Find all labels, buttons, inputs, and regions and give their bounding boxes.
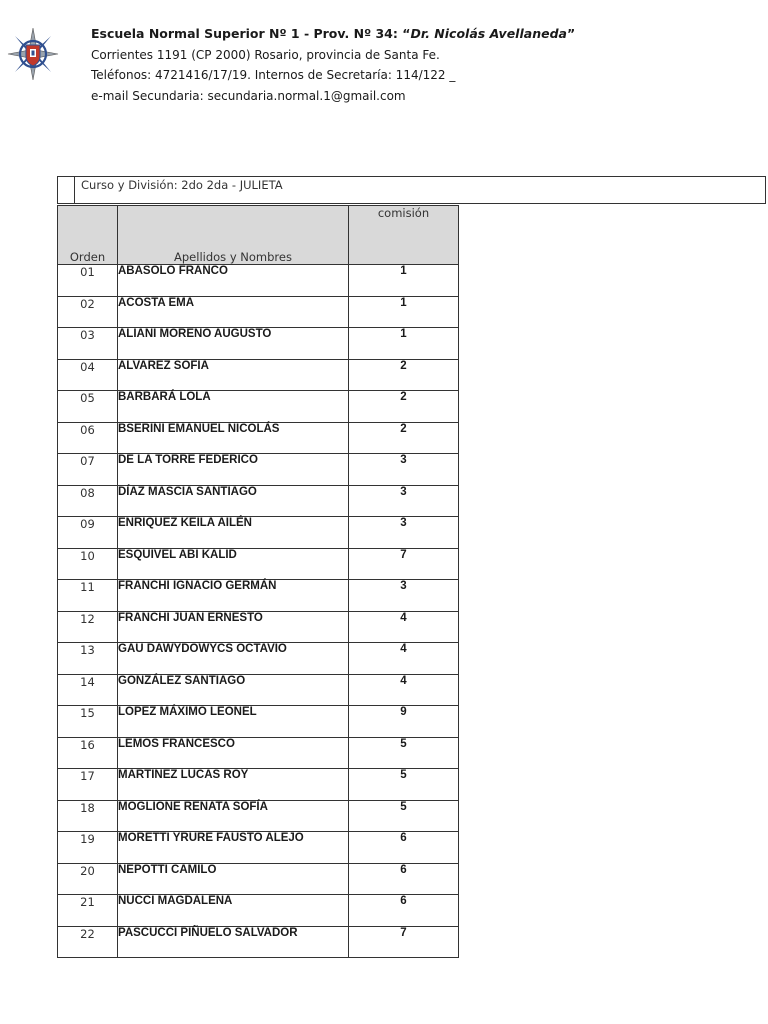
row-orden: 19: [58, 832, 118, 864]
row-orden: 10: [58, 548, 118, 580]
row-comision: 4: [349, 674, 459, 706]
row-orden: 06: [58, 422, 118, 454]
table-row: [58, 454, 459, 486]
row-orden: 09: [58, 517, 118, 549]
row-orden: 04: [58, 359, 118, 391]
row-nombre: MORETTI YRURE FAUSTO ALEJO: [118, 832, 349, 864]
row-comision: 4: [349, 643, 459, 675]
row-nombre: ABASOLO FRANCO: [118, 265, 349, 297]
row-nombre: ALVAREZ SOFIA: [118, 359, 349, 391]
school-header: [91, 24, 575, 106]
row-orden: 13: [58, 643, 118, 675]
row-comision: 7: [349, 926, 459, 958]
row-orden: 02: [58, 296, 118, 328]
row-orden: 22: [58, 926, 118, 958]
table-row: [58, 737, 459, 769]
table-row: [58, 674, 459, 706]
row-comision: 2: [349, 422, 459, 454]
row-orden: 08: [58, 485, 118, 517]
row-orden: 14: [58, 674, 118, 706]
row-nombre: DE LA TORRE FEDERICO: [118, 454, 349, 486]
row-nombre: MARTINEZ LUCAS ROY: [118, 769, 349, 801]
school-name: Dr. Nicolás Avellaneda: [410, 26, 567, 41]
row-comision: 6: [349, 895, 459, 927]
course-label: Curso y División: 2do 2da - JULIETA: [81, 178, 283, 192]
row-nombre: FRANCHI IGNACIO GERMÁN: [118, 580, 349, 612]
row-nombre: BSERINI EMANUEL NICOLÁS: [118, 422, 349, 454]
school-title: Escuela Normal Superior Nº 1 - Prov. Nº 34: “Dr. Nicolás Avellaneda”: [91, 26, 576, 41]
row-nombre: LEMOS FRANCESCO: [118, 737, 349, 769]
row-orden: 16: [58, 737, 118, 769]
row-nombre: ESQUIVEL ABI KALID: [118, 548, 349, 580]
table-row: [58, 485, 459, 517]
table-row: [58, 800, 459, 832]
row-orden: 01: [58, 265, 118, 297]
row-comision: 4: [349, 611, 459, 643]
roster-table: [57, 205, 459, 958]
row-comision: 2: [349, 391, 459, 423]
row-nombre: PASCUCCI PIÑUELO SALVADOR: [118, 926, 349, 958]
row-nombre: DÍAZ MASCIA SANTIAGO: [118, 485, 349, 517]
table-row: [58, 706, 459, 738]
row-nombre: NEPOTTI CAMILO: [118, 863, 349, 895]
header-nombre: Apellidos y Nombres: [118, 206, 349, 265]
row-orden: 07: [58, 454, 118, 486]
table-row: [58, 611, 459, 643]
row-orden: 15: [58, 706, 118, 738]
row-nombre: FRANCHI JUAN ERNESTO: [118, 611, 349, 643]
row-nombre: BARBARÁ LOLA: [118, 391, 349, 423]
header-comision: comisión: [349, 206, 459, 265]
school-email: e-mail Secundaria: secundaria.normal.1@gmail.com: [91, 88, 406, 103]
table-row: [58, 296, 459, 328]
row-orden: 21: [58, 895, 118, 927]
row-orden: 17: [58, 769, 118, 801]
row-orden: 18: [58, 800, 118, 832]
table-row: [58, 769, 459, 801]
table-row: [58, 643, 459, 675]
row-nombre: MOGLIONE RENATA SOFÍA: [118, 800, 349, 832]
table-row: [58, 863, 459, 895]
table-row: [58, 926, 459, 958]
table-row: [58, 359, 459, 391]
table-row: [58, 548, 459, 580]
course-box: [57, 176, 766, 204]
row-comision: 5: [349, 769, 459, 801]
row-orden: 05: [58, 391, 118, 423]
school-address: Corrientes 1191 (CP 2000) Rosario, provincia de Santa Fe.: [91, 47, 440, 62]
header-orden: Orden: [58, 206, 118, 265]
table-row: [58, 517, 459, 549]
row-comision: 7: [349, 548, 459, 580]
row-nombre: GONZÁLEZ SANTIAGO: [118, 674, 349, 706]
row-orden: 20: [58, 863, 118, 895]
row-comision: 1: [349, 328, 459, 360]
row-comision: 6: [349, 832, 459, 864]
row-comision: 5: [349, 800, 459, 832]
table-row: [58, 328, 459, 360]
row-comision: 3: [349, 517, 459, 549]
table-row: [58, 895, 459, 927]
row-comision: 5: [349, 737, 459, 769]
row-comision: 3: [349, 485, 459, 517]
table-row: [58, 422, 459, 454]
table-row: [58, 265, 459, 297]
table-row: [58, 832, 459, 864]
row-nombre: GAU DAWYDOWYCS OCTAVIO: [118, 643, 349, 675]
row-comision: 1: [349, 296, 459, 328]
row-orden: 12: [58, 611, 118, 643]
row-comision: 6: [349, 863, 459, 895]
table-row: [58, 580, 459, 612]
row-nombre: NUCCI MAGDALENA: [118, 895, 349, 927]
row-orden: 03: [58, 328, 118, 360]
row-nombre: ACOSTA EMA: [118, 296, 349, 328]
row-comision: 9: [349, 706, 459, 738]
row-nombre: ALIANI MORENO AUGUSTO: [118, 328, 349, 360]
row-nombre: LOPEZ MÁXIMO LEONEL: [118, 706, 349, 738]
row-comision: 3: [349, 454, 459, 486]
row-orden: 11: [58, 580, 118, 612]
school-crest-icon: [6, 26, 60, 82]
row-nombre: ENRIQUEZ KEILA AILÉN: [118, 517, 349, 549]
row-comision: 2: [349, 359, 459, 391]
table-row: [58, 391, 459, 423]
row-comision: 3: [349, 580, 459, 612]
school-phones: Teléfonos: 4721416/17/19. Internos de Secretaría: 114/122 _: [91, 68, 456, 82]
row-comision: 1: [349, 265, 459, 297]
